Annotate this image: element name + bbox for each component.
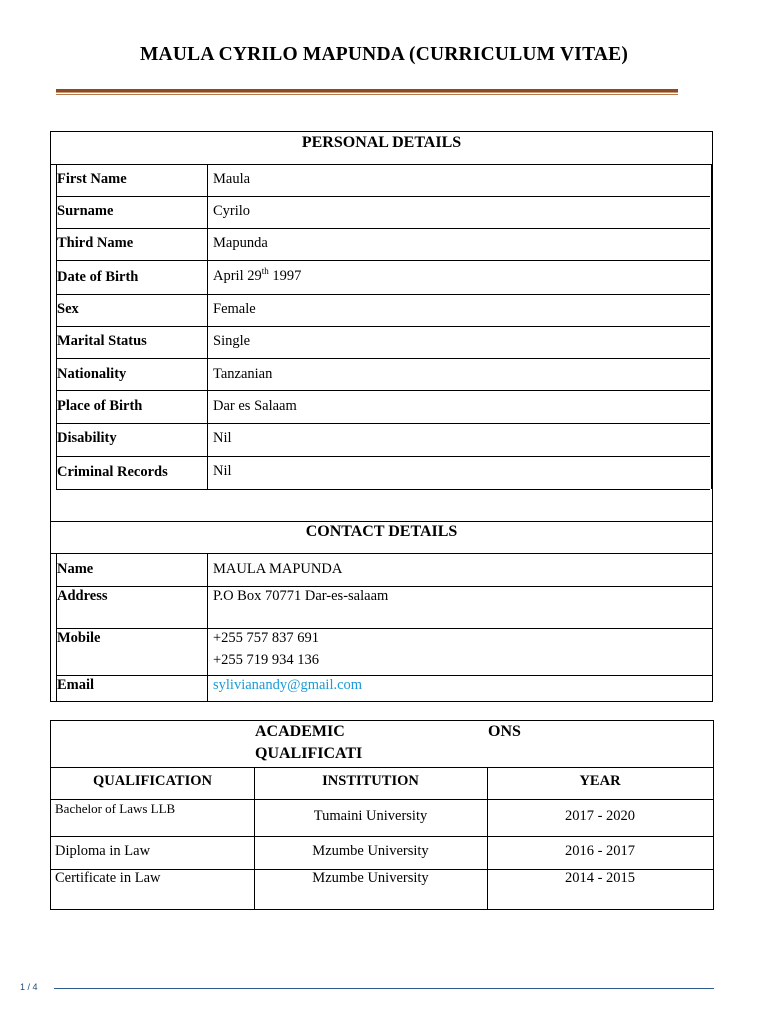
personal-contact-table — [50, 131, 713, 702]
year-cell: 2014 - 2015 — [564, 870, 636, 886]
qualification-cell: Certificate in Law — [55, 870, 161, 886]
disability-value: Nil — [213, 430, 232, 446]
qualification-cell: Bachelor of Laws LLB — [55, 801, 176, 816]
document-title: MAULA CYRILO MAPUNDA (CURRICULUM VITAE) — [139, 44, 629, 65]
mobile-value-1: +255 757 837 691 — [213, 630, 320, 646]
place-of-birth-value: Dar es Salaam — [213, 398, 297, 414]
email-link[interactable]: sylivianandy@gmail.com — [213, 677, 363, 693]
qualification-column-header: QUALIFICATION — [93, 773, 212, 789]
academic-heading-line1: ACADEMIC — [255, 723, 345, 740]
third-name-label: Third Name — [57, 235, 134, 251]
marital-status-value: Single — [213, 333, 251, 349]
first-name-value: Maula — [213, 171, 251, 187]
contact-name-value: MAULA MAPUNDA — [213, 561, 343, 577]
nationality-value: Tanzanian — [213, 366, 273, 382]
title-divider — [56, 89, 678, 95]
year-column-header: YEAR — [579, 773, 621, 789]
mobile-label: Mobile — [57, 630, 101, 646]
academic-qualifications-table — [50, 720, 714, 910]
page-number: 1 / 4 — [20, 982, 38, 992]
address-value: P.O Box 70771 Dar-es-salaam — [213, 588, 389, 604]
disability-label: Disability — [57, 430, 117, 446]
academic-heading-line2: QUALIFICATI — [255, 745, 363, 762]
third-name-value: Mapunda — [213, 235, 268, 251]
institution-cell: Mzumbe University — [312, 870, 429, 886]
surname-label: Surname — [57, 203, 114, 219]
surname-value: Cyrilo — [213, 203, 251, 219]
year-cell: 2016 - 2017 — [564, 843, 636, 859]
qualification-cell: Diploma in Law — [55, 843, 151, 859]
address-label: Address — [57, 588, 108, 604]
email-label: Email — [57, 677, 95, 693]
criminal-records-value: Nil — [213, 463, 232, 479]
sex-value: Female — [213, 301, 256, 317]
personal-details-heading: PERSONAL DETAILS — [301, 134, 462, 151]
institution-column-header: INSTITUTION — [322, 773, 419, 789]
date-of-birth-value: April 29th 1997 — [213, 266, 302, 284]
contact-details-heading: CONTACT DETAILS — [305, 523, 458, 540]
date-of-birth-label: Date of Birth — [57, 269, 139, 285]
first-name-label: First Name — [57, 171, 127, 187]
sex-label: Sex — [57, 301, 79, 317]
marital-status-label: Marital Status — [57, 333, 147, 349]
nationality-label: Nationality — [57, 366, 127, 382]
contact-name-label: Name — [57, 561, 94, 577]
place-of-birth-label: Place of Birth — [57, 398, 143, 414]
criminal-records-label: Criminal Records — [57, 464, 168, 480]
mobile-value-2: +255 719 934 136 — [213, 652, 320, 668]
footer-divider — [54, 988, 714, 989]
institution-cell: Mzumbe University — [312, 843, 429, 859]
academic-heading-tail: ONS — [488, 723, 521, 740]
year-cell: 2017 - 2020 — [564, 808, 636, 824]
institution-cell: Tumaini University — [313, 808, 428, 824]
